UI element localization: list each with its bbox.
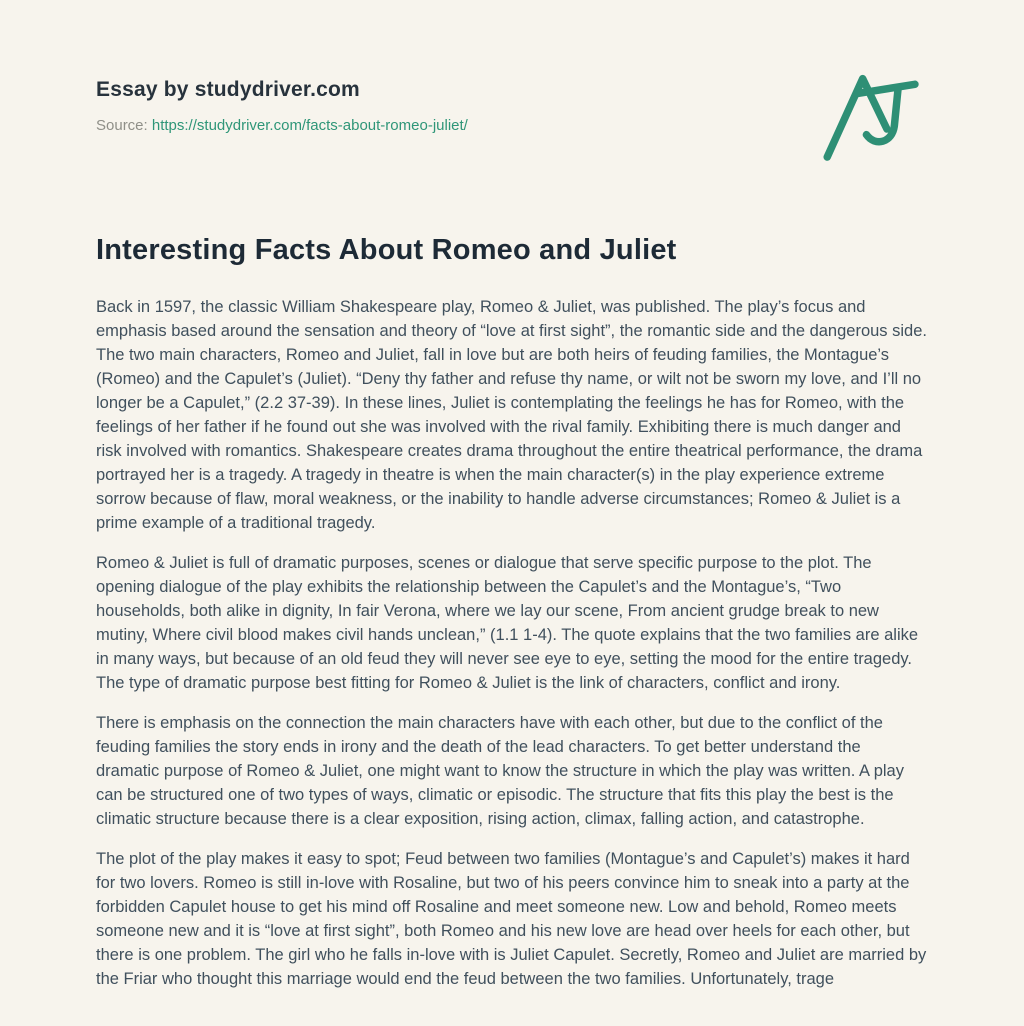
page-header <box>96 0 928 134</box>
source-label: Source: <box>96 117 148 134</box>
essay-paragraph: The plot of the play makes it easy to spot; Feud between two families (Montague’s and Capulet’s) makes it hard for two lovers. Romeo is still in-love with Rosaline, but two of his peers convince him to sneak into a party at the forbidden Capulet house to get his mind off Rosaline and meet someone new. Low and behold, Romeo meets someone new and it is “love at first sight”, both Romeo and his new love are head over heels for each other, but there is one problem. The girl who he falls in-love with is Juliet Capulet. Secretly, Romeo and Juliet are married by the Friar who thought this marriage would end the feud between the two families. Unfortunately, trage <box>96 850 927 988</box>
essay-body <box>96 295 928 991</box>
essay-paragraph: There is emphasis on the connection the main characters have with each other, but due to the conflict of the feuding families the story ends in irony and the death of the lead characters. To get better understand the dramatic purpose of Romeo & Juliet, one might want to know the structure in which the play was written. A play can be structured one of two types of ways, climatic or episodic. The structure that fits this play the best is the climatic structure because there is a clear exposition, rising action, climax, falling action, and catastrophe. <box>96 714 904 828</box>
studydriver-monogram-icon <box>816 68 928 164</box>
source-link[interactable]: https://studydriver.com/facts-about-romeo-juliet/ <box>151 117 468 134</box>
essay-byline: Essay by studydriver.com <box>96 78 360 101</box>
essay-paragraph: Back in 1597, the classic William Shakespeare play, Romeo & Juliet, was published. The play’s focus and emphasis based around the sensation and theory of “love at first sight”, the romantic side and the dangerous side. The two main characters, Romeo and Juliet, fall in love but are both heirs of feuding families, the Montague’s (Romeo) and the Capulet’s (Juliet). “Deny thy father and refuse thy name, or wilt not be sworn my love, and I’ll no longer be a Capulet,” (2.2 37-39). In these lines, Juliet is contemplating the feelings he has for Romeo, with the feelings of her father if he found out she was involved with the rival family. Exhibiting there is much danger and risk involved with romantics. Shakespeare creates drama throughout the entire theatrical performance, the drama portrayed her is a tragedy. A tragedy in theatre is when the main character(s) in the play experience extreme sorrow because of flaw, moral weakness, or the inability to handle adverse circumstances; Romeo & Juliet is a prime example of a traditional tragedy. <box>96 298 927 532</box>
source-line <box>96 117 928 134</box>
studydriver-logo <box>816 68 928 164</box>
essay-paragraph: Romeo & Juliet is full of dramatic purposes, scenes or dialogue that serve specific purpose to the plot. The opening dialogue of the play exhibits the relationship between the Capulet’s and the Montague’s, “Two households, both alike in dignity, In fair Verona, where we lay our scene, From ancient grudge break to new mutiny, Where civil blood makes civil hands unclean,” (1.1 1-4). The quote explains that the two families are alike in many ways, but because of an old feud they will never see eye to eye, setting the mood for the entire tragedy. The type of dramatic purpose best fitting for Romeo & Juliet is the link of characters, conflict and irony. <box>96 554 919 692</box>
page-title: Interesting Facts About Romeo and Juliet <box>96 234 677 266</box>
